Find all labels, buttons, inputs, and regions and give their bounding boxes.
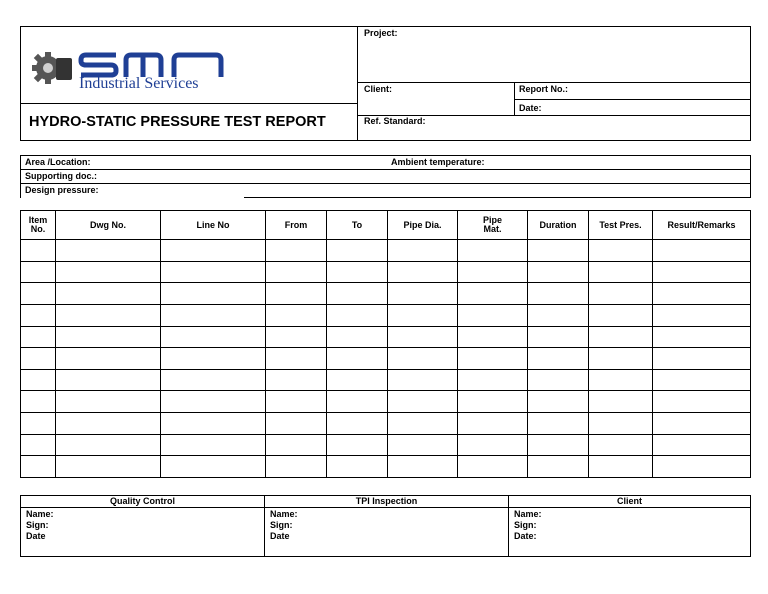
client-name-label: Name:	[514, 509, 542, 519]
table-cell[interactable]	[161, 456, 266, 478]
table-cell[interactable]	[266, 413, 327, 435]
table-cell[interactable]	[528, 413, 589, 435]
table-cell[interactable]	[589, 456, 653, 478]
table-cell[interactable]	[266, 304, 327, 326]
table-row	[21, 391, 751, 413]
report-no-label: Report No.:	[519, 84, 568, 94]
table-cell[interactable]	[388, 434, 458, 456]
table-cell[interactable]	[161, 304, 266, 326]
table-cell[interactable]	[388, 304, 458, 326]
table-cell[interactable]	[266, 240, 327, 262]
logo-subtitle: Industrial Services	[79, 75, 199, 92]
table-cell[interactable]	[21, 326, 56, 348]
table-row	[21, 304, 751, 326]
table-header-row	[21, 211, 751, 240]
table-cell[interactable]	[161, 369, 266, 391]
table-cell[interactable]	[161, 283, 266, 305]
table-cell[interactable]	[458, 240, 528, 262]
table-cell[interactable]	[528, 391, 589, 413]
table-cell[interactable]	[327, 240, 388, 262]
table-cell[interactable]	[653, 326, 751, 348]
table-cell[interactable]	[21, 283, 56, 305]
table-cell[interactable]	[161, 434, 266, 456]
table-cell[interactable]	[56, 369, 161, 391]
table-cell[interactable]	[653, 413, 751, 435]
table-cell[interactable]	[21, 261, 56, 283]
table-cell[interactable]	[653, 456, 751, 478]
area-row	[20, 155, 751, 170]
table-cell[interactable]	[327, 391, 388, 413]
table-cell[interactable]	[21, 304, 56, 326]
col-pipe-dia: Pipe Dia.	[388, 211, 458, 240]
table-cell[interactable]	[589, 413, 653, 435]
table-row	[21, 456, 751, 478]
col-line-no: Line No	[161, 211, 266, 240]
table-cell[interactable]	[388, 456, 458, 478]
signature-header-line	[20, 507, 751, 508]
table-cell[interactable]	[56, 283, 161, 305]
table-cell[interactable]	[266, 326, 327, 348]
table-cell[interactable]	[528, 456, 589, 478]
table-cell[interactable]	[589, 369, 653, 391]
table-cell[interactable]	[56, 413, 161, 435]
table-body	[21, 240, 751, 478]
table-cell[interactable]	[528, 369, 589, 391]
qc-date-label: Date	[26, 531, 46, 541]
ref-standard-label: Ref. Standard:	[364, 116, 426, 126]
supporting-doc-label: Supporting doc.:	[25, 171, 97, 181]
table-cell[interactable]	[589, 240, 653, 262]
table-cell[interactable]	[161, 240, 266, 262]
qc-name-label: Name:	[26, 509, 54, 519]
table-cell[interactable]	[528, 348, 589, 370]
col-item-no: Item No.	[21, 211, 56, 240]
table-cell[interactable]	[589, 434, 653, 456]
table-cell[interactable]	[161, 348, 266, 370]
design-pressure-label: Design pressure:	[25, 185, 99, 195]
table-cell[interactable]	[327, 369, 388, 391]
table-cell[interactable]	[21, 348, 56, 370]
table-cell[interactable]	[327, 413, 388, 435]
table-cell[interactable]	[56, 434, 161, 456]
table-cell[interactable]	[528, 240, 589, 262]
col-duration: Duration	[528, 211, 589, 240]
tpi-inspection-heading: TPI Inspection	[355, 496, 418, 506]
table-row	[21, 283, 751, 305]
table-cell[interactable]	[653, 391, 751, 413]
tpi-date-label: Date	[270, 531, 290, 541]
table-cell[interactable]	[266, 391, 327, 413]
qc-sign-label: Sign:	[26, 520, 49, 530]
table-cell[interactable]	[327, 261, 388, 283]
area-label: Area /Location:	[25, 157, 91, 167]
table-cell[interactable]	[589, 348, 653, 370]
table-cell[interactable]	[589, 326, 653, 348]
logo-bottom-line	[20, 103, 358, 104]
design-pressure-underline	[244, 197, 751, 198]
project-bottom-line	[357, 82, 751, 83]
table-cell[interactable]	[458, 456, 528, 478]
table-cell[interactable]	[327, 434, 388, 456]
table-cell[interactable]	[327, 283, 388, 305]
table-cell[interactable]	[458, 391, 528, 413]
table-cell[interactable]	[21, 391, 56, 413]
table-cell[interactable]	[458, 348, 528, 370]
table-row	[21, 240, 751, 262]
project-label: Project:	[364, 28, 398, 38]
table-cell[interactable]	[458, 304, 528, 326]
supporting-row	[20, 169, 751, 184]
table-cell[interactable]	[528, 283, 589, 305]
table-cell[interactable]	[56, 326, 161, 348]
table-cell[interactable]	[458, 413, 528, 435]
table-row	[21, 434, 751, 456]
col-from: From	[266, 211, 327, 240]
report-no-line	[514, 99, 751, 100]
client-label: Client:	[364, 84, 392, 94]
table-cell[interactable]	[458, 369, 528, 391]
table-cell[interactable]	[266, 434, 327, 456]
table-cell[interactable]	[21, 369, 56, 391]
table-cell[interactable]	[327, 456, 388, 478]
gear-logo-icon	[30, 48, 74, 88]
table-cell[interactable]	[653, 240, 751, 262]
table-cell[interactable]	[528, 261, 589, 283]
table-cell[interactable]	[21, 413, 56, 435]
table-cell[interactable]	[56, 261, 161, 283]
table-row	[21, 348, 751, 370]
table-cell[interactable]	[653, 304, 751, 326]
table-cell[interactable]	[589, 283, 653, 305]
report-title: HYDRO-STATIC PRESSURE TEST REPORT	[29, 114, 326, 130]
table-row	[21, 369, 751, 391]
table-cell[interactable]	[458, 283, 528, 305]
table-cell[interactable]	[458, 326, 528, 348]
table-cell[interactable]	[266, 283, 327, 305]
table-cell[interactable]	[388, 240, 458, 262]
table-cell[interactable]	[21, 240, 56, 262]
table-cell[interactable]	[388, 261, 458, 283]
table-cell[interactable]	[388, 283, 458, 305]
table-cell[interactable]	[458, 261, 528, 283]
table-cell[interactable]	[528, 304, 589, 326]
table-cell[interactable]	[589, 304, 653, 326]
table-cell[interactable]	[266, 348, 327, 370]
table-cell[interactable]	[56, 348, 161, 370]
col-pipe-mat: Pipe Mat.	[458, 211, 528, 240]
table-cell[interactable]	[56, 391, 161, 413]
table-cell[interactable]	[653, 283, 751, 305]
table-cell[interactable]	[327, 304, 388, 326]
client-sign-label: Sign:	[514, 520, 537, 530]
table-cell[interactable]	[266, 369, 327, 391]
table-cell[interactable]	[56, 304, 161, 326]
table-cell[interactable]	[653, 348, 751, 370]
table-cell[interactable]	[56, 240, 161, 262]
ambient-temperature-label: Ambient temperature:	[391, 157, 485, 167]
table-cell[interactable]	[388, 326, 458, 348]
table-row	[21, 326, 751, 348]
col-result-remarks: Result/Remarks	[653, 211, 751, 240]
table-cell[interactable]	[266, 456, 327, 478]
table-cell[interactable]	[388, 413, 458, 435]
table-cell[interactable]	[589, 261, 653, 283]
table-cell[interactable]	[458, 434, 528, 456]
table-cell[interactable]	[653, 434, 751, 456]
table-cell[interactable]	[653, 261, 751, 283]
table-cell[interactable]	[21, 434, 56, 456]
table-cell[interactable]	[589, 391, 653, 413]
client-heading: Client	[616, 496, 642, 506]
table-cell[interactable]	[21, 456, 56, 478]
table-cell[interactable]	[56, 456, 161, 478]
table-cell[interactable]	[653, 369, 751, 391]
header-divider	[357, 26, 358, 141]
design-pressure-row	[20, 183, 751, 198]
table-cell[interactable]	[327, 326, 388, 348]
table-row	[21, 261, 751, 283]
table-cell[interactable]	[388, 391, 458, 413]
tpi-sign-label: Sign:	[270, 520, 293, 530]
table-cell[interactable]	[266, 261, 327, 283]
table-cell[interactable]	[528, 326, 589, 348]
table-row	[21, 413, 751, 435]
col-to: To	[327, 211, 388, 240]
table-cell[interactable]	[388, 369, 458, 391]
table-cell[interactable]	[161, 413, 266, 435]
date-label: Date:	[519, 103, 542, 113]
tpi-name-label: Name:	[270, 509, 298, 519]
test-items-table	[20, 210, 751, 478]
table-cell[interactable]	[161, 391, 266, 413]
quality-control-heading: Quality Control	[110, 496, 175, 506]
table-cell[interactable]	[388, 348, 458, 370]
client-date-label: Date:	[514, 531, 537, 541]
col-test-pres: Test Pres.	[589, 211, 653, 240]
table-cell[interactable]	[161, 261, 266, 283]
table-cell[interactable]	[161, 326, 266, 348]
table-cell[interactable]	[327, 348, 388, 370]
col-dwg-no: Dwg No.	[56, 211, 161, 240]
table-cell[interactable]	[528, 434, 589, 456]
